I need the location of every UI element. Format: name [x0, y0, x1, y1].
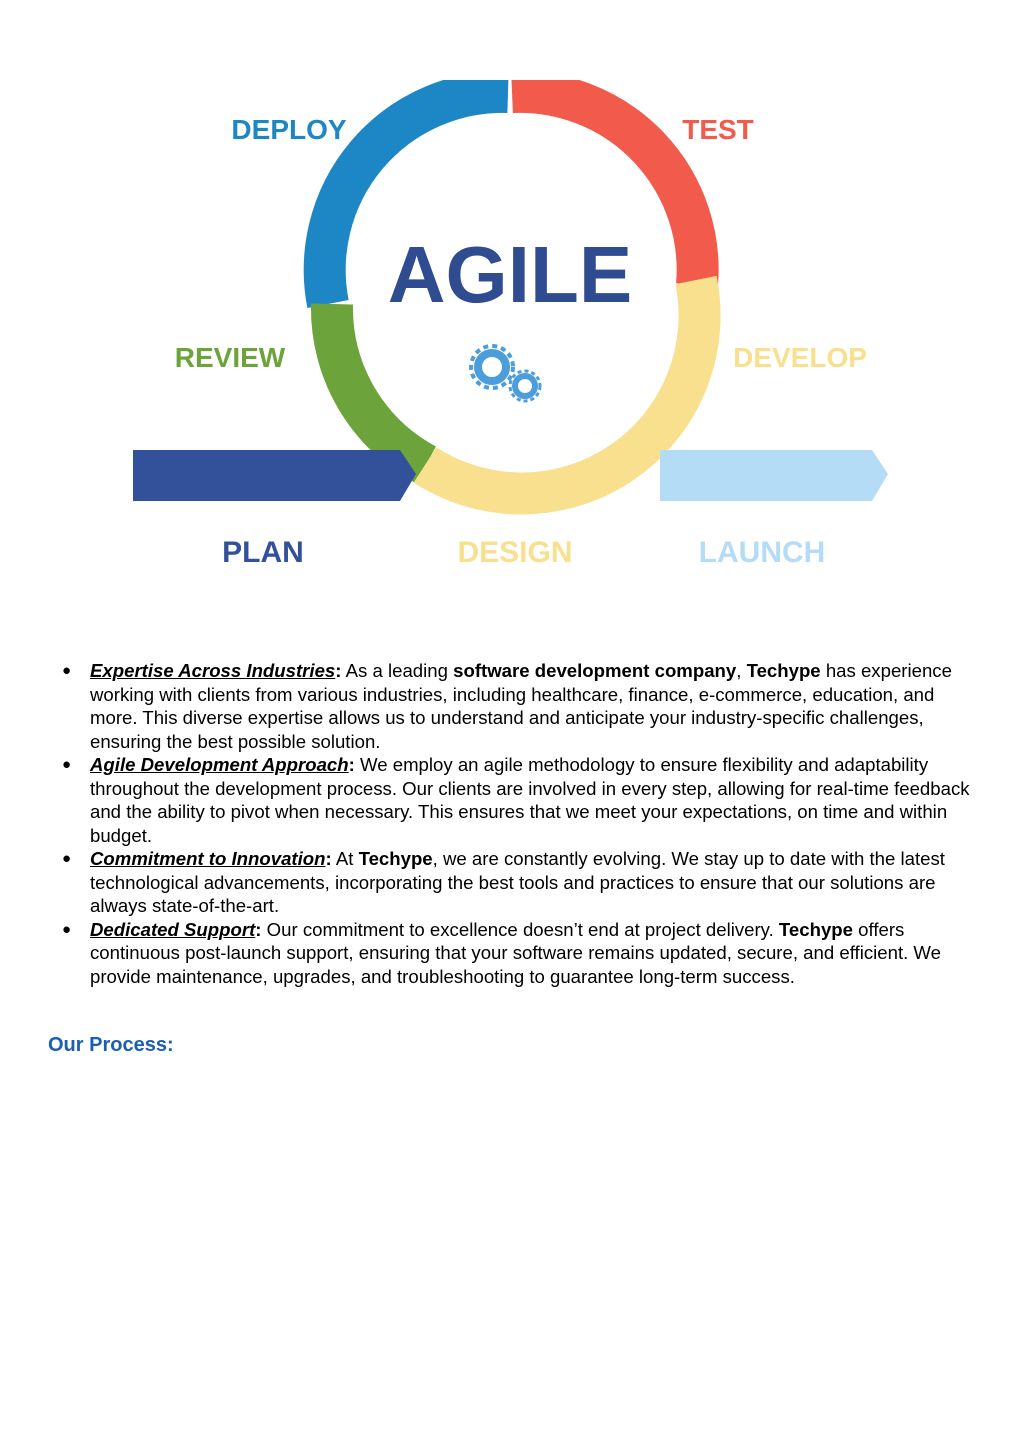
- bullet-agile: [58, 753, 978, 847]
- bullet-text: At: [331, 848, 359, 869]
- bullet-dot: ●: [62, 756, 72, 773]
- bullet-text-bold: Techype: [358, 848, 433, 869]
- bullet-text: ,: [736, 660, 747, 681]
- bullet-colon: :: [335, 660, 342, 681]
- section-heading: Our Process:: [48, 1034, 174, 1056]
- bullet-text-bold: software development company: [453, 660, 737, 681]
- bullet-dot: ●: [62, 662, 72, 679]
- bullet-innovation: [58, 847, 978, 918]
- bullet-text: offers continuous post-launch support, ensuring that your software remains updated, secure, and efficient. We provide maintenance, upgrades, and troubleshooting to guarantee long-term success.: [90, 918, 941, 987]
- bullet-colon: :: [325, 848, 332, 869]
- plan-arrow: [133, 450, 416, 501]
- launch-arrow: [660, 450, 888, 501]
- agile-label: AGILE: [387, 230, 633, 319]
- agile-cycle-diagram: [120, 80, 900, 580]
- bullet-text-bold: Techype: [778, 918, 853, 940]
- bullet-heading: Commitment to Innovation: [90, 848, 326, 869]
- bullet-colon: :: [348, 754, 355, 775]
- feature-bullet-list: [58, 659, 978, 988]
- bullet-text: We employ an agile methodology to ensure flexibility and adaptability throughout the development process. Our clients are involved in every step, allowing for real-time feedback and the ability to pivot when necessary. This ensures that we meet your expectations, on time and within budget.: [90, 754, 970, 846]
- test-label: TEST: [682, 114, 754, 145]
- bullet-expertise: [58, 659, 978, 753]
- bullet-text: Our commitment to excellence doesn’t end at project delivery.: [261, 918, 779, 940]
- bullet-text: has experience working with clients from various industries, including healthcare, finance, e-commerce, education, and more. This diverse expertise allows us to understand and anticipate your industry-specific challenges, ensuring the best possible solution.: [90, 660, 952, 752]
- bullet-text: , we are constantly evolving. We stay up to date with the latest technological advancements, incorporating the best tools and practices to ensure that our solutions are always state-of-the-art.: [90, 848, 945, 916]
- bullet-heading: Agile Development Approach: [90, 754, 349, 775]
- launch-label: LAUNCH: [698, 536, 826, 569]
- deploy-label: DEPLOY: [231, 114, 347, 145]
- bullet-colon: :: [255, 918, 262, 940]
- review-arc: [332, 304, 426, 465]
- bullet-dot: ●: [62, 850, 72, 867]
- bullet-support: [58, 918, 978, 989]
- bullet-text: As a leading: [341, 660, 454, 681]
- bullet-heading: Dedicated Support: [90, 918, 256, 940]
- develop-label: DEVELOP: [733, 342, 867, 373]
- gears-icon: [471, 346, 540, 401]
- review-label: REVIEW: [174, 342, 286, 373]
- plan-label: PLAN: [222, 536, 304, 569]
- bullet-heading: Expertise Across Industries: [90, 660, 336, 681]
- bullet-text-bold: Techype: [746, 660, 821, 681]
- design-label: DESIGN: [457, 536, 573, 569]
- bullet-dot: ●: [62, 920, 72, 938]
